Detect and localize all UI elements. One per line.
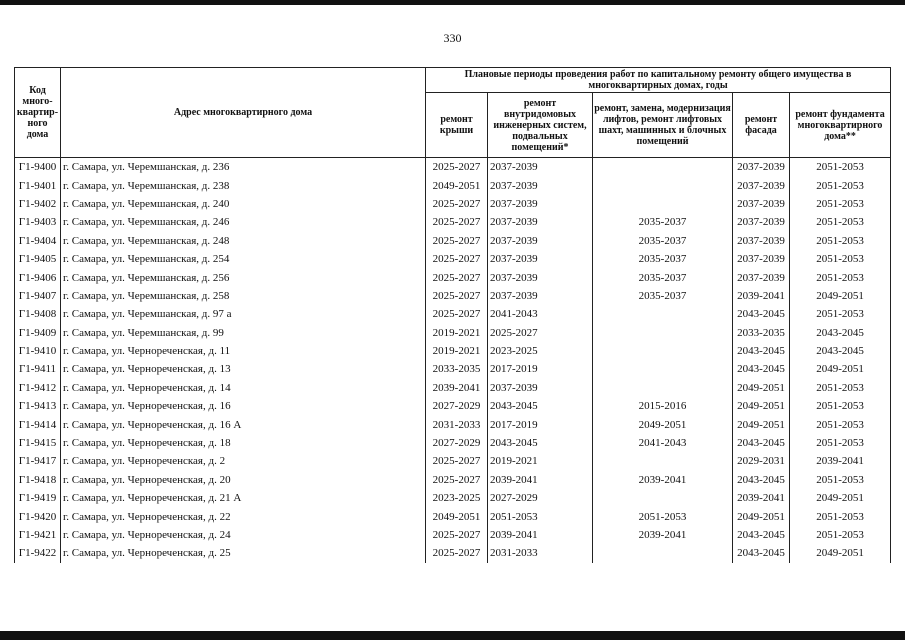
house-code: Г1-9417: [15, 452, 61, 470]
lift-repair-period: 2049-2051: [593, 415, 733, 433]
foundation-repair-period: 2051-2053: [790, 268, 891, 286]
lift-repair-period: [593, 342, 733, 360]
table-row: [15, 360, 891, 378]
facade-repair-period: 2043-2045: [733, 544, 790, 562]
foundation-repair-period: 2051-2053: [790, 250, 891, 268]
table-row: [15, 176, 891, 194]
foundation-repair-period: 2051-2053: [790, 434, 891, 452]
roof-repair-period: 2025-2027: [426, 232, 488, 250]
table-row: [15, 397, 891, 415]
house-code: Г1-9404: [15, 232, 61, 250]
facade-repair-period: 2039-2041: [733, 287, 790, 305]
header-planned-periods: Плановые периоды проведения работ по капитальному ремонту общего имущества в многоквартирных домах, годы: [426, 68, 891, 93]
facade-repair-period: 2029-2031: [733, 452, 790, 470]
systems-repair-period: 2037-2039: [488, 379, 593, 397]
roof-repair-period: 2023-2025: [426, 489, 488, 507]
house-code: Г1-9405: [15, 250, 61, 268]
lift-repair-period: 2035-2037: [593, 213, 733, 231]
systems-repair-period: 2039-2041: [488, 526, 593, 544]
lift-repair-period: [593, 489, 733, 507]
house-address: г. Самара, ул. Черемшанская, д. 240: [61, 195, 426, 213]
bottom-border-rule: [0, 631, 905, 640]
house-code: Г1-9420: [15, 507, 61, 525]
foundation-repair-period: 2051-2053: [790, 158, 891, 177]
table-row: [15, 342, 891, 360]
table-row: [15, 526, 891, 544]
house-code: Г1-9402: [15, 195, 61, 213]
roof-repair-period: 2031-2033: [426, 415, 488, 433]
facade-repair-period: 2049-2051: [733, 507, 790, 525]
house-address: г. Самара, ул. Чернореченская, д. 24: [61, 526, 426, 544]
roof-repair-period: 2027-2029: [426, 397, 488, 415]
lift-repair-period: [593, 360, 733, 378]
systems-repair-period: 2051-2053: [488, 507, 593, 525]
house-address: г. Самара, ул. Чернореченская, д. 18: [61, 434, 426, 452]
foundation-repair-period: 2051-2053: [790, 526, 891, 544]
house-address: г. Самара, ул. Чернореченская, д. 25: [61, 544, 426, 562]
systems-repair-period: 2043-2045: [488, 434, 593, 452]
house-address: г. Самара, ул. Черемшанская, д. 236: [61, 158, 426, 177]
systems-repair-period: 2023-2025: [488, 342, 593, 360]
foundation-repair-period: 2043-2045: [790, 324, 891, 342]
house-address: г. Самара, ул. Чернореченская, д. 11: [61, 342, 426, 360]
systems-repair-period: 2019-2021: [488, 452, 593, 470]
foundation-repair-period: 2051-2053: [790, 507, 891, 525]
table-row: [15, 195, 891, 213]
house-address: г. Самара, ул. Чернореченская, д. 16: [61, 397, 426, 415]
house-code: Г1-9422: [15, 544, 61, 562]
facade-repair-period: 2033-2035: [733, 324, 790, 342]
facade-repair-period: 2037-2039: [733, 268, 790, 286]
foundation-repair-period: 2051-2053: [790, 379, 891, 397]
systems-repair-period: 2037-2039: [488, 250, 593, 268]
house-address: г. Самара, ул. Черемшанская, д. 248: [61, 232, 426, 250]
lift-repair-period: [593, 158, 733, 177]
foundation-repair-period: 2051-2053: [790, 397, 891, 415]
facade-repair-period: 2049-2051: [733, 397, 790, 415]
lift-repair-period: 2035-2037: [593, 250, 733, 268]
house-address: г. Самара, ул. Чернореченская, д. 13: [61, 360, 426, 378]
systems-repair-period: 2037-2039: [488, 268, 593, 286]
systems-repair-period: 2017-2019: [488, 360, 593, 378]
facade-repair-period: 2037-2039: [733, 213, 790, 231]
roof-repair-period: 2025-2027: [426, 195, 488, 213]
table-row: [15, 489, 891, 507]
facade-repair-period: 2043-2045: [733, 526, 790, 544]
roof-repair-period: 2033-2035: [426, 360, 488, 378]
lift-repair-period: [593, 379, 733, 397]
lift-repair-period: 2041-2043: [593, 434, 733, 452]
house-code: Г1-9406: [15, 268, 61, 286]
foundation-repair-period: 2049-2051: [790, 489, 891, 507]
facade-repair-period: 2037-2039: [733, 232, 790, 250]
header-foundation: ремонт фундамента многоквартирного дома**: [790, 93, 891, 158]
lift-repair-period: [593, 324, 733, 342]
foundation-repair-period: 2051-2053: [790, 471, 891, 489]
systems-repair-period: 2037-2039: [488, 232, 593, 250]
header-roof: ремонт крыши: [426, 93, 488, 158]
foundation-repair-period: 2051-2053: [790, 195, 891, 213]
facade-repair-period: 2039-2041: [733, 489, 790, 507]
house-code: Г1-9410: [15, 342, 61, 360]
header-engineering-systems: ремонт внутридомовых инженерных систем, подвальных помещений*: [488, 93, 593, 158]
table-row: [15, 507, 891, 525]
table-row: [15, 434, 891, 452]
house-code: Г1-9409: [15, 324, 61, 342]
table-row: [15, 544, 891, 562]
capital-repair-table: [14, 67, 891, 563]
house-code: Г1-9413: [15, 397, 61, 415]
foundation-repair-period: 2051-2053: [790, 305, 891, 323]
house-address: г. Самара, ул. Черемшанская, д. 99: [61, 324, 426, 342]
roof-repair-period: 2025-2027: [426, 213, 488, 231]
table-row: [15, 452, 891, 470]
lift-repair-period: [593, 305, 733, 323]
roof-repair-period: 2049-2051: [426, 507, 488, 525]
roof-repair-period: 2025-2027: [426, 250, 488, 268]
systems-repair-period: 2037-2039: [488, 158, 593, 177]
roof-repair-period: 2025-2027: [426, 268, 488, 286]
house-address: г. Самара, ул. Черемшанская, д. 246: [61, 213, 426, 231]
header-lifts: ремонт, замена, модернизация лифтов, ремонт лифтовых шахт, машинных и блочных помещений: [593, 93, 733, 158]
systems-repair-period: 2037-2039: [488, 195, 593, 213]
facade-repair-period: 2043-2045: [733, 471, 790, 489]
house-address: г. Самара, ул. Чернореченская, д. 21 А: [61, 489, 426, 507]
lift-repair-period: 2035-2037: [593, 287, 733, 305]
house-code: Г1-9418: [15, 471, 61, 489]
roof-repair-period: 2025-2027: [426, 158, 488, 177]
roof-repair-period: 2025-2027: [426, 287, 488, 305]
foundation-repair-period: 2051-2053: [790, 232, 891, 250]
table-row: [15, 379, 891, 397]
facade-repair-period: 2037-2039: [733, 158, 790, 177]
house-address: г. Самара, ул. Черемшанская, д. 238: [61, 176, 426, 194]
lift-repair-period: [593, 544, 733, 562]
lift-repair-period: 2015-2016: [593, 397, 733, 415]
table-row: [15, 268, 891, 286]
facade-repair-period: 2037-2039: [733, 195, 790, 213]
table-row: [15, 213, 891, 231]
roof-repair-period: 2025-2027: [426, 452, 488, 470]
house-code: Г1-9403: [15, 213, 61, 231]
house-code: Г1-9415: [15, 434, 61, 452]
house-code: Г1-9421: [15, 526, 61, 544]
house-code: Г1-9407: [15, 287, 61, 305]
table-row: [15, 287, 891, 305]
table-row: [15, 324, 891, 342]
roof-repair-period: 2049-2051: [426, 176, 488, 194]
systems-repair-period: 2025-2027: [488, 324, 593, 342]
table-header: [15, 68, 891, 158]
table-row: [15, 415, 891, 433]
house-address: г. Самара, ул. Чернореченская, д. 14: [61, 379, 426, 397]
table-row: [15, 471, 891, 489]
foundation-repair-period: 2049-2051: [790, 360, 891, 378]
house-code: Г1-9419: [15, 489, 61, 507]
roof-repair-period: 2025-2027: [426, 526, 488, 544]
house-code: Г1-9411: [15, 360, 61, 378]
header-code: Код много-квартир-ного дома: [15, 68, 61, 158]
systems-repair-period: 2027-2029: [488, 489, 593, 507]
lift-repair-period: [593, 176, 733, 194]
systems-repair-period: 2037-2039: [488, 176, 593, 194]
foundation-repair-period: 2039-2041: [790, 452, 891, 470]
house-code: Г1-9412: [15, 379, 61, 397]
foundation-repair-period: 2051-2053: [790, 213, 891, 231]
house-code: Г1-9401: [15, 176, 61, 194]
lift-repair-period: 2039-2041: [593, 526, 733, 544]
facade-repair-period: 2043-2045: [733, 360, 790, 378]
systems-repair-period: 2017-2019: [488, 415, 593, 433]
facade-repair-period: 2037-2039: [733, 250, 790, 268]
facade-repair-period: 2037-2039: [733, 176, 790, 194]
table-row: [15, 232, 891, 250]
facade-repair-period: 2049-2051: [733, 379, 790, 397]
house-address: г. Самара, ул. Черемшанская, д. 254: [61, 250, 426, 268]
roof-repair-period: 2025-2027: [426, 544, 488, 562]
house-code: Г1-9408: [15, 305, 61, 323]
house-address: г. Самара, ул. Чернореченская, д. 2: [61, 452, 426, 470]
foundation-repair-period: 2049-2051: [790, 287, 891, 305]
house-address: г. Самара, ул. Чернореченская, д. 22: [61, 507, 426, 525]
table-row: [15, 158, 891, 177]
roof-repair-period: 2039-2041: [426, 379, 488, 397]
facade-repair-period: 2049-2051: [733, 415, 790, 433]
facade-repair-period: 2043-2045: [733, 305, 790, 323]
house-code: Г1-9414: [15, 415, 61, 433]
table-row: [15, 305, 891, 323]
lift-repair-period: [593, 195, 733, 213]
top-border-rule: [0, 0, 905, 5]
table-row: [15, 250, 891, 268]
lift-repair-period: 2035-2037: [593, 268, 733, 286]
foundation-repair-period: 2051-2053: [790, 176, 891, 194]
systems-repair-period: 2039-2041: [488, 471, 593, 489]
facade-repair-period: 2043-2045: [733, 434, 790, 452]
house-address: г. Самара, ул. Черемшанская, д. 256: [61, 268, 426, 286]
page-number: 330: [443, 31, 462, 45]
lift-repair-period: 2035-2037: [593, 232, 733, 250]
systems-repair-period: 2043-2045: [488, 397, 593, 415]
roof-repair-period: 2027-2029: [426, 434, 488, 452]
facade-repair-period: 2043-2045: [733, 342, 790, 360]
house-address: г. Самара, ул. Черемшанская, д. 97 а: [61, 305, 426, 323]
lift-repair-period: 2039-2041: [593, 471, 733, 489]
house-address: г. Самара, ул. Черемшанская, д. 258: [61, 287, 426, 305]
systems-repair-period: 2031-2033: [488, 544, 593, 562]
systems-repair-period: 2037-2039: [488, 287, 593, 305]
roof-repair-period: 2019-2021: [426, 342, 488, 360]
table-body: [15, 158, 891, 563]
foundation-repair-period: 2051-2053: [790, 415, 891, 433]
systems-repair-period: 2037-2039: [488, 213, 593, 231]
roof-repair-period: 2019-2021: [426, 324, 488, 342]
lift-repair-period: [593, 452, 733, 470]
lift-repair-period: 2051-2053: [593, 507, 733, 525]
roof-repair-period: 2025-2027: [426, 305, 488, 323]
systems-repair-period: 2041-2043: [488, 305, 593, 323]
house-address: г. Самара, ул. Чернореченская, д. 20: [61, 471, 426, 489]
header-facade: ремонт фасада: [733, 93, 790, 158]
roof-repair-period: 2025-2027: [426, 471, 488, 489]
foundation-repair-period: 2049-2051: [790, 544, 891, 562]
header-address: Адрес многоквартирного дома: [61, 68, 426, 158]
house-address: г. Самара, ул. Чернореченская, д. 16 А: [61, 415, 426, 433]
foundation-repair-period: 2043-2045: [790, 342, 891, 360]
house-code: Г1-9400: [15, 158, 61, 177]
